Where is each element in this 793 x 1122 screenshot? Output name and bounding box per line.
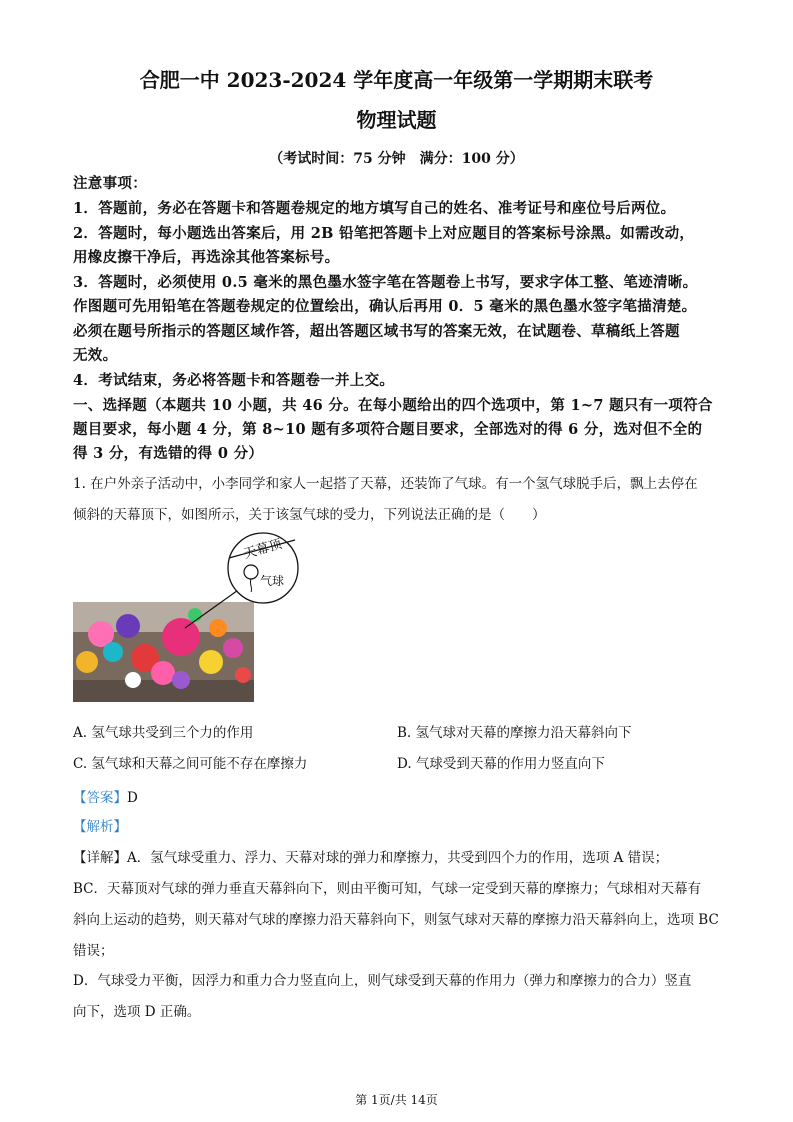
analysis-line: 错误； bbox=[73, 943, 114, 959]
note-line: 无效。 bbox=[73, 347, 118, 364]
notes-heading: 注意事项： bbox=[73, 175, 147, 192]
note-line: 作图题可先用铅笔在答题卷规定的位置绘出，确认后再用 0．5 毫米的黑色墨水签字笔描清楚。 bbox=[73, 298, 697, 315]
exam-title: 合肥一中 2023-2024 学年度高一年级第一学期期末联考 bbox=[139, 68, 654, 92]
subject-title: 物理试题 bbox=[356, 108, 437, 132]
answer-line bbox=[73, 786, 138, 806]
canopy-label: 天幕顶 bbox=[242, 536, 284, 563]
section-line: 一、选择题（本题共 10 小题，共 46 分。在每小题给出的四个选项中，第 1~7 题只有一项符合 bbox=[73, 397, 713, 414]
note-line: 用橡皮擦干净后，再选涂其他答案标号。 bbox=[73, 249, 340, 266]
question-stem-line: 倾斜的天幕顶下，如图所示，关于该氢气球的受力，下列说法正确的是（ ） bbox=[73, 507, 546, 523]
note-line: 必须在题号所指示的答题区域作答，超出答题区域书写的答案无效，在试题卷、草稿纸上答题 bbox=[73, 323, 680, 340]
option-b: B. 氢气球对天幕的摩擦力沿天幕斜向下 bbox=[397, 725, 632, 741]
analysis-line: BC．天幕顶对气球的弹力垂直天幕斜向下，则由平衡可知，气球一定受到天幕的摩擦力；气球相对天幕有 bbox=[73, 881, 701, 897]
section-line: 题目要求，每小题 4 分，第 8~10 题有多项符合题目要求，全部选对的得 6 分，选对但不全的 bbox=[73, 421, 703, 438]
analysis-line: 向下，选项 D 正确。 bbox=[73, 1004, 201, 1020]
question-stem-line: 1. 在户外亲子活动中，小李同学和家人一起搭了天幕，还装饰了气球。有一个氢气球脱手后，飘上去停在 bbox=[73, 476, 698, 492]
analysis-line: D．气球受力平衡，因浮力和重力合力竖直向上，则气球受到天幕的作用力（弹力和摩擦力的合力）竖直 bbox=[73, 973, 692, 989]
answer-value: D bbox=[127, 790, 138, 806]
page-number: 第 1页/共 14页 bbox=[355, 1093, 438, 1107]
analysis-label: 【解析】 bbox=[73, 819, 127, 835]
option-c: C. 氢气球和天幕之间可能不存在摩擦力 bbox=[73, 756, 308, 772]
balloon-label: 气球 bbox=[260, 574, 285, 588]
note-line: 2．答题时，每小题选出答案后，用 2B 铅笔把答题卡上对应题目的答案标号涂黑。如需改动， bbox=[73, 225, 695, 242]
note-line: 4．考试结束，务必将答题卡和答题卷一并上交。 bbox=[73, 372, 395, 389]
note-line: 3．答题时，必须使用 0.5 毫米的黑色墨水签字笔在答题卷上书写，要求字体工整、笔迹清晰。 bbox=[73, 274, 698, 291]
balloon-photo bbox=[73, 602, 254, 702]
note-line: 1．答题前，务必在答题卡和答题卷规定的地方填写自己的姓名、准考证号和座位号后两位。 bbox=[73, 200, 676, 217]
exam-info: （考试时间：75 分钟 满分：100 分） bbox=[269, 151, 524, 167]
option-d: D. 气球受到天幕的作用力竖直向下 bbox=[397, 756, 605, 772]
answer-label: 【答案】 bbox=[73, 790, 127, 806]
section-line: 得 3 分，有选错的得 0 分） bbox=[73, 445, 264, 462]
option-a: A. 氢气球共受到三个力的作用 bbox=[73, 725, 254, 741]
analysis-line: 斜向上运动的趋势，则天幕对气球的摩擦力沿天幕斜向下，则氢气球对天幕的摩擦力沿天幕斜向上，选项 BC bbox=[73, 912, 719, 928]
analysis-line: 【详解】A．氢气球受重力、浮力、天幕对球的弹力和摩擦力，共受到四个力的作用，选项 A 错误； bbox=[73, 850, 669, 866]
balloon-figure bbox=[73, 530, 373, 705]
